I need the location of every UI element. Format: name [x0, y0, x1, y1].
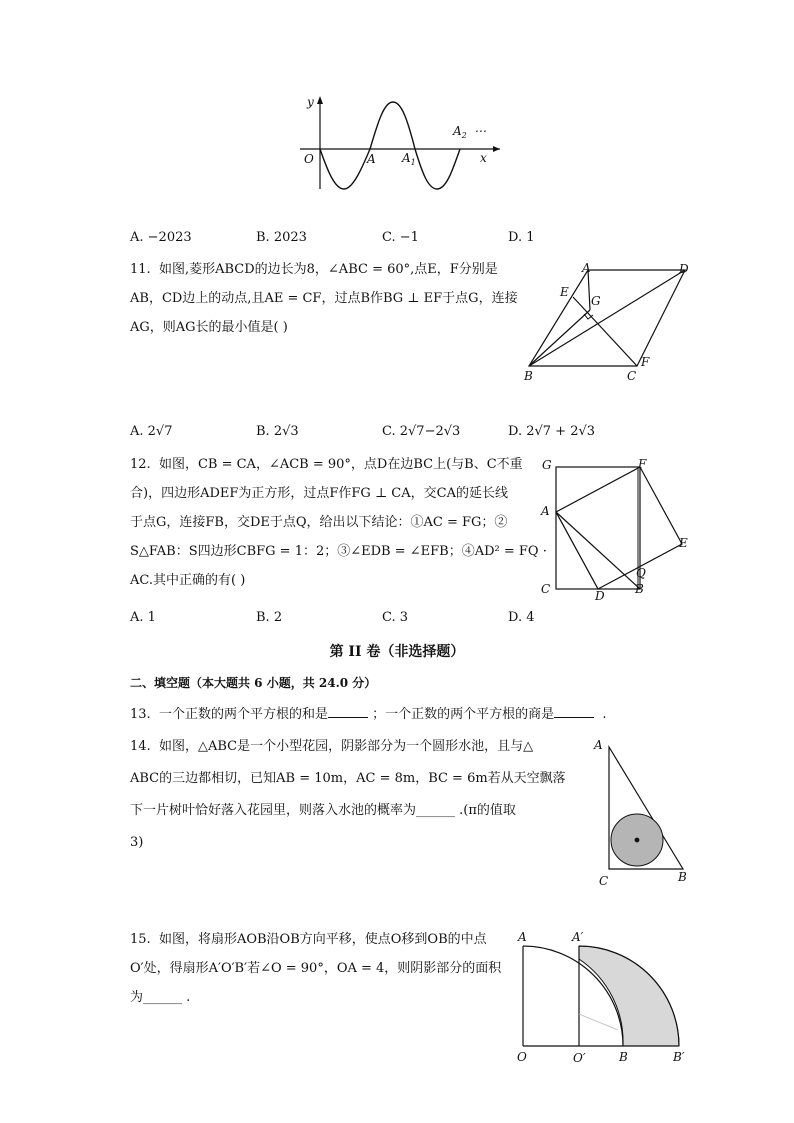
- q10-option-b[interactable]: B. 2023: [256, 230, 307, 245]
- sector-label-o-prime: O′: [573, 1051, 586, 1065]
- origin-label: O: [304, 152, 314, 166]
- q15-text: [130, 925, 501, 1012]
- q12-text: [130, 450, 547, 595]
- q12-option-d[interactable]: D. 4: [508, 610, 535, 625]
- sector-figure: [510, 928, 700, 1068]
- sector-label-a: A: [518, 930, 527, 944]
- rhombus-label-c: C: [627, 369, 637, 383]
- q11-text: [130, 255, 518, 342]
- sector-label-b: B: [619, 1050, 628, 1064]
- point-a1-label: $A_1$: [402, 151, 416, 167]
- rhombus-label-d: D: [679, 262, 689, 276]
- rhombus-label-b: B: [524, 369, 533, 383]
- q13-text-b: ；一个正数的两个平方根的商是: [372, 707, 555, 722]
- sine-wave-figure: [290, 92, 505, 200]
- x-axis-label: x: [480, 151, 487, 165]
- q14-line-4: 3): [130, 835, 144, 850]
- q11-line-3: AG，则AG长的最小值是( ): [130, 320, 288, 335]
- q15-line-1: 如图，将扇形AOB沿OB方向平移，使点O移到OB的中点: [158, 932, 487, 947]
- q11-option-d[interactable]: D. 2√7 + 2√3: [508, 424, 596, 439]
- q13-blank-2[interactable]: [554, 705, 594, 718]
- q11-option-c[interactable]: C. 2√7−2√3: [382, 424, 461, 439]
- q14-line-3: 下一片树叶恰好落入花园里，则落入水池的概率为______ .(π的值取: [130, 803, 516, 818]
- square-label-a: A: [541, 504, 550, 518]
- q13-text-a: 一个正数的两个平方根的和是: [158, 707, 328, 722]
- q15-line-2: O′处，得扇形A′O′B′若∠O = 90°，OA = 4，则阴影部分的面积: [130, 961, 502, 976]
- q15-line-3: 为______ .: [130, 990, 191, 1005]
- q12-option-c[interactable]: C. 3: [382, 610, 409, 625]
- sector-label-b-prime: B′: [673, 1050, 685, 1064]
- q13-text-c: .: [602, 707, 607, 722]
- q14-number: 14.: [130, 739, 151, 754]
- square-label-d: D: [595, 589, 605, 603]
- q11-line-1: 如图,菱形ABCD的边长为8，∠ABC = 60°,点E，F分别是: [158, 262, 498, 277]
- q11-line-2: AB，CD边上的动点,且AE = CF，过点B作BG ⊥ EF于点G，连接: [130, 291, 518, 306]
- triangle-figure: [590, 735, 695, 890]
- square-label-f: F: [638, 457, 647, 471]
- triangle-label-c: C: [599, 874, 609, 888]
- q11-number: 11.: [130, 262, 151, 277]
- square-label-q: Q: [636, 566, 646, 580]
- rhombus-label-f: F: [641, 355, 650, 369]
- q14-line-1: 如图，△ABC是一个小型花园，阴影部分为一个圆形水池，且与△: [158, 739, 534, 754]
- q12-line-4: S△FAB：S四边形CBFG = 1：2；③∠EDB = ∠EFB；④AD² = FQ ·: [130, 544, 547, 559]
- ellipsis-label: ⋯: [474, 124, 486, 138]
- sector-label-o: O: [517, 1050, 527, 1064]
- q13-number: 13.: [130, 707, 151, 722]
- section-subtitle: 二、填空题（本大题共 6 小题，共 24.0 分）: [130, 676, 377, 690]
- section-title: 第 II 卷（非选择题）: [329, 644, 465, 660]
- q14-line-2: ABC的三边都相切，已知AB = 10m，AC = 8m，BC = 6m若从天空飘落: [130, 771, 566, 786]
- q11-option-a[interactable]: A. 2√7: [130, 424, 173, 439]
- q10-option-d[interactable]: D. 1: [508, 230, 535, 245]
- q12-line-5: AC.其中正确的有( ): [130, 573, 246, 588]
- point-a2-label: $A_2$: [453, 124, 467, 140]
- q12-option-b[interactable]: B. 2: [256, 610, 283, 625]
- q11-option-b[interactable]: B. 2√3: [256, 424, 299, 439]
- rhombus-figure: [520, 260, 700, 388]
- triangle-label-a: A: [594, 738, 603, 752]
- q15-number: 15.: [130, 932, 151, 947]
- y-axis-label: y: [307, 95, 314, 109]
- point-a-label: A: [367, 152, 376, 166]
- square-label-c: C: [541, 582, 551, 596]
- q13-text: [130, 700, 607, 729]
- q12-line-3: 于点G，连接FB，交DE于点Q，给出以下结论：①AC = FG；②: [130, 515, 508, 530]
- square-label-b: B: [635, 582, 644, 596]
- rhombus-label-e: E: [560, 285, 569, 299]
- triangle-label-b: B: [678, 870, 687, 884]
- q12-number: 12.: [130, 457, 151, 472]
- q10-option-a[interactable]: A. −2023: [130, 230, 192, 245]
- sector-label-a-prime: A′: [572, 930, 584, 944]
- q12-option-a[interactable]: A. 1: [130, 610, 156, 625]
- q10-option-c[interactable]: C. −1: [382, 230, 419, 245]
- rhombus-label-a: A: [582, 261, 591, 275]
- q14-text: [130, 731, 566, 859]
- q12-line-1: 如图，CB = CA，∠ACB = 90°，点D在边BC上(与B、C不重: [158, 457, 523, 472]
- q13-blank-1[interactable]: [328, 705, 368, 718]
- rhombus-label-g: G: [591, 294, 601, 308]
- square-label-g: G: [542, 458, 552, 472]
- q12-line-2: 合)，四边形ADEF为正方形，过点F作FG ⊥ CA，交CA的延长线: [130, 486, 508, 501]
- square-figure: [535, 455, 695, 605]
- square-label-e: E: [679, 536, 688, 550]
